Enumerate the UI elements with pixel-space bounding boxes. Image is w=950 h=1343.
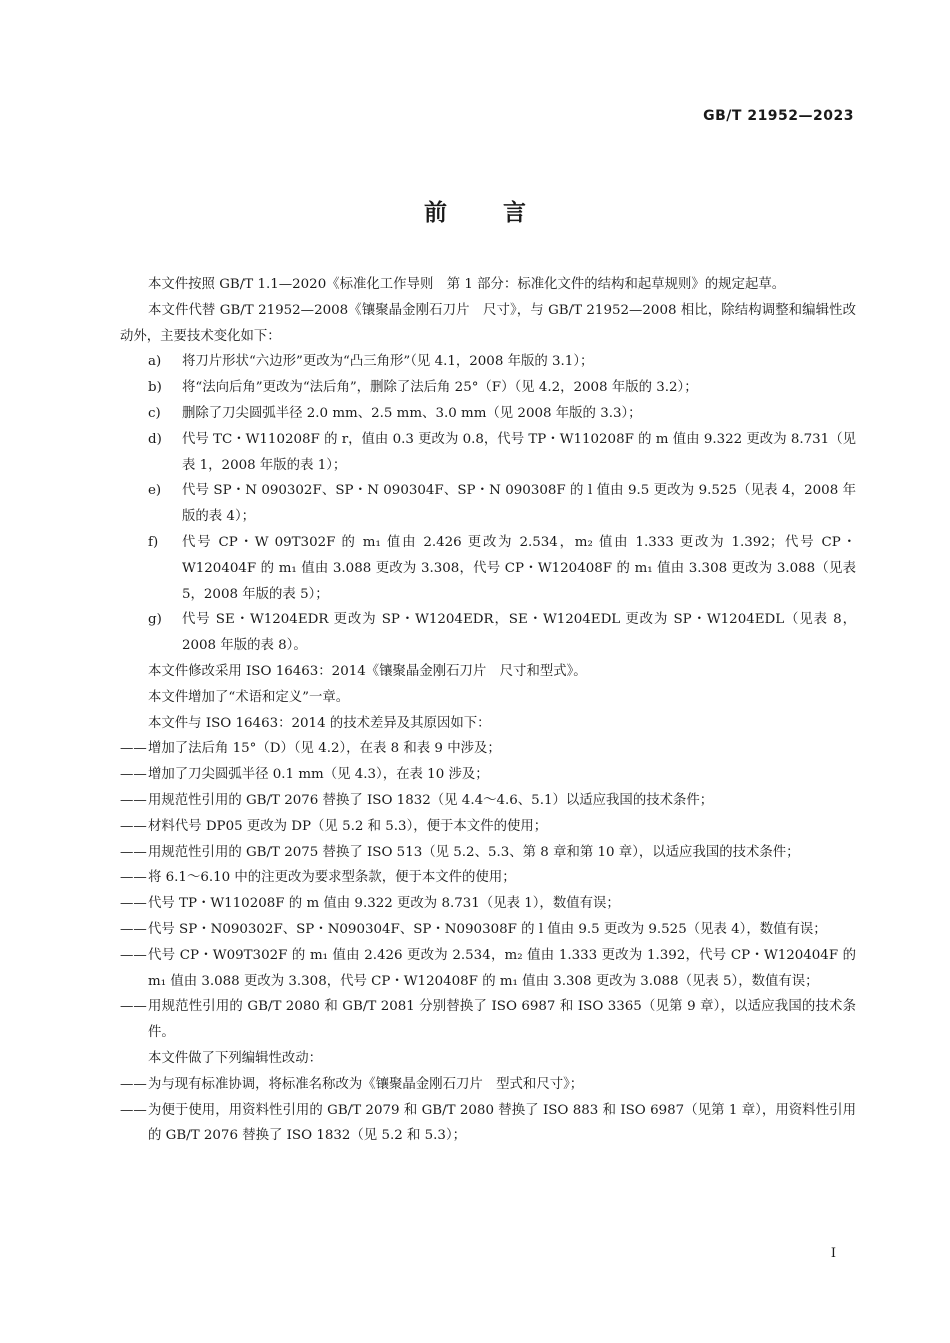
dash-text: 代号 TP・W110208F 的 m 值由 9.322 更改为 8.731（见表 1），数值有误； <box>148 896 620 912</box>
dash-item <box>120 994 856 1046</box>
dash-mark: —— <box>120 896 147 912</box>
list-item <box>120 375 856 401</box>
dash-mark: —— <box>120 1076 147 1092</box>
dash-mark: —— <box>120 999 147 1015</box>
technical-differences-list <box>120 736 856 1046</box>
list-text: 删除了刀尖圆弧半径 2.0 mm、2.5 mm、3.0 mm（见 2008 年版的 3.3）； <box>182 405 642 421</box>
dash-mark: —— <box>120 741 147 757</box>
dash-text: 为便于使用，用资料性引用的 GB/T 2079 和 GB/T 2080 替换了 ISO 883 和 ISO 6987（见第 1 章），用资料性引用的 GB/T 2076 替换了 ISO 1832（见 5.2 和 5.3）； <box>148 1102 856 1144</box>
dash-mark: —— <box>120 818 147 834</box>
dash-item <box>120 840 856 866</box>
list-item <box>120 401 856 427</box>
editorial-changes-list <box>120 1072 856 1149</box>
paragraph: 本文件按照 GB/T 1.1—2020《标准化工作导则 第 1 部分：标准化文件的结构和起草规则》的规定起草。 <box>148 277 786 292</box>
technical-changes-list <box>120 349 856 659</box>
list-label: e) <box>148 483 162 499</box>
dash-text: 将 6.1～6.10 中的注更改为要求型条款，便于本文件的使用； <box>148 870 516 886</box>
list-item <box>120 478 856 530</box>
dash-mark: —— <box>120 870 147 886</box>
list-text: 代号 TC・W110208F 的 r，值由 0.3 更改为 0.8，代号 TP・W110208F 的 m 值由 9.322 更改为 8.731（见表 1，2008 年版的表 1）； <box>182 431 856 473</box>
list-text: 将刀片形状“六边形”更改为“凸三角形”（见 4.1，2008 年版的 3.1）； <box>182 354 594 370</box>
dash-text: 增加了刀尖圆弧半径 0.1 mm（见 4.3），在表 10 涉及； <box>148 767 489 783</box>
paragraph: 本文件修改采用 ISO 16463：2014《镶聚晶金刚石刀片 尺寸和型式》。 <box>148 663 587 679</box>
dash-item <box>120 865 856 891</box>
dash-item <box>120 736 856 762</box>
dash-item <box>120 917 856 943</box>
list-item <box>120 530 856 607</box>
page-number: I <box>830 1246 836 1261</box>
list-item <box>120 349 856 375</box>
standard-code: GB/T 21952—2023 <box>703 108 854 124</box>
dash-mark: —— <box>120 921 147 937</box>
dash-text: 代号 CP・W09T302F 的 m₁ 值由 2.426 更改为 2.534，m₂ 值由 1.333 更改为 1.392，代号 CP・W120404F 的 m₁ 值由 3.088 更改为 3.308，代号 CP・W120408F 的 m₁ 值由 3.308 更改为 3.088（见表 5），数值有误； <box>148 947 856 989</box>
list-text: 代号 SP・N 090302F、SP・N 090304F、SP・N 090308F 的 l 值由 9.5 更改为 9.525（见表 4，2008 年版的表 4）； <box>182 483 856 525</box>
dash-text: 用规范性引用的 GB/T 2076 替换了 ISO 1832（见 4.4～4.6、5.1）以适应我国的技术条件； <box>148 792 714 808</box>
paragraph: 本文件代替 GB/T 21952—2008《镶聚晶金刚石刀片 尺寸》，与 GB/T 21952—2008 相比，除结构调整和编辑性改动外，主要技术变化如下： <box>120 302 856 344</box>
dash-mark: —— <box>120 767 147 783</box>
dash-item <box>120 814 856 840</box>
dash-text: 用规范性引用的 GB/T 2075 替换了 ISO 513（见 5.2、5.3、第 8 章和第 10 章），以适应我国的技术条件； <box>148 844 800 860</box>
dash-text: 为与现有标准协调，将标准名称改为《镶聚晶金刚石刀片 型式和尺寸》； <box>148 1076 584 1092</box>
list-label: f) <box>148 534 159 550</box>
dash-item <box>120 762 856 788</box>
list-item <box>120 427 856 479</box>
dash-text: 增加了法后角 15°（D）（见 4.2），在表 8 和表 9 中涉及； <box>148 741 501 757</box>
list-item <box>120 607 856 659</box>
list-label: c) <box>148 405 161 421</box>
dash-item <box>120 1098 856 1150</box>
list-label: a) <box>148 354 162 370</box>
list-text: 代号 CP・W 09T302F 的 m₁ 值由 2.426 更改为 2.534，m₂ 值由 1.333 更改为 1.392；代号 CP・W120404F 的 m₁ 值由 3.088 更改为 3.308，代号 CP・W120408F 的 m₁ 值由 3.308 更改为 3.088（见表 5，2008 年版的表 5）； <box>182 534 856 602</box>
dash-mark: —— <box>120 947 147 963</box>
dash-mark: —— <box>120 1102 147 1118</box>
list-text: 代号 SE・W1204EDR 更改为 SP・W1204EDR，SE・W1204EDL 更改为 SP・W1204EDL（见表 8，2008 年版的表 8）。 <box>182 612 856 654</box>
paragraph: 本文件增加了“术语和定义”一章。 <box>148 689 350 705</box>
paragraph: 本文件做了下列编辑性改动： <box>148 1050 323 1066</box>
list-text: 将“法向后角”更改为“法后角”，删除了法后角 25°（F）（见 4.2，2008 年版的 3.2）； <box>182 380 698 396</box>
dash-item <box>120 1072 856 1098</box>
dash-text: 代号 SP・N090302F、SP・N090304F、SP・N090308F 的 l 值由 9.5 更改为 9.525（见表 4），数值有误； <box>148 921 827 937</box>
list-label: d) <box>148 431 162 447</box>
list-label: b) <box>148 380 162 396</box>
dash-text: 材料代号 DP05 更改为 DP（见 5.2 和 5.3），便于本文件的使用； <box>148 818 548 834</box>
dash-mark: —— <box>120 844 147 860</box>
paragraph: 本文件与 ISO 16463：2014 的技术差异及其原因如下： <box>148 715 491 731</box>
dash-mark: —— <box>120 792 147 808</box>
list-label: g) <box>148 612 162 628</box>
page-title: 前言 <box>424 200 582 226</box>
dash-item <box>120 891 856 917</box>
document-body <box>120 272 856 1149</box>
dash-item <box>120 943 856 995</box>
dash-text: 用规范性引用的 GB/T 2080 和 GB/T 2081 分别替换了 ISO 6987 和 ISO 3365（见第 9 章），以适应我国的技术条件。 <box>148 999 856 1041</box>
dash-item <box>120 788 856 814</box>
